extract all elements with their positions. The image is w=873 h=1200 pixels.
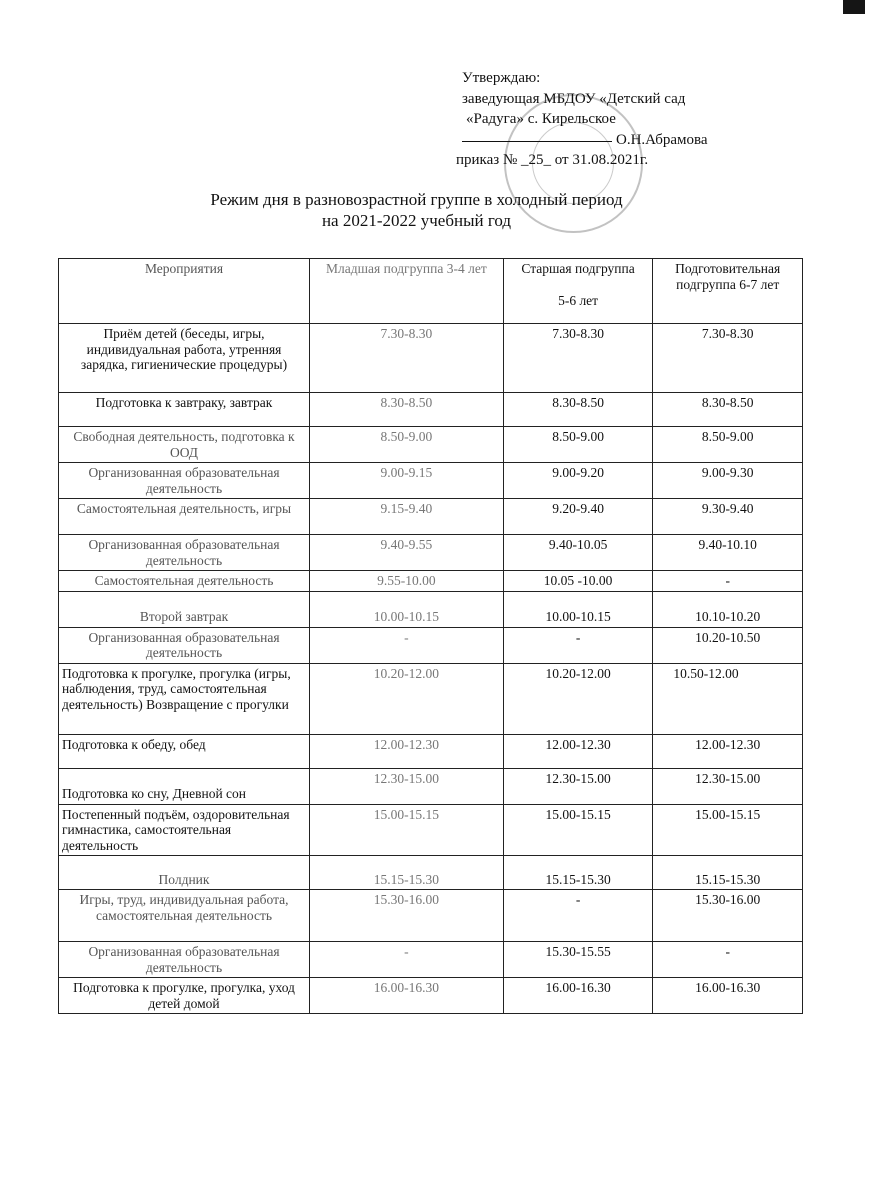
cell-junior: 10.00-10.15: [310, 591, 504, 627]
table-row: [59, 499, 803, 535]
approval-block: [456, 68, 708, 171]
cell-activity: Подготовка ко сну, Дневной сон: [59, 768, 310, 804]
order-line: приказ № _25_ от 31.08.2021г.: [456, 152, 649, 168]
table-row: [59, 591, 803, 627]
table-header-row: [59, 259, 803, 324]
cell-activity: Свободная деятельность, подготовка к ООД: [59, 427, 310, 463]
cell-prep: 15.30-16.00: [653, 890, 803, 942]
cell-activity: Приём детей (беседы, игры, индивидуальная работа, утренняя зарядка, гигиенические процедуры): [59, 324, 310, 393]
cell-junior: 9.00-9.15: [310, 463, 504, 499]
cell-prep: 10.20-10.50: [653, 627, 803, 663]
cell-junior: 10.20-12.00: [310, 663, 504, 734]
cell-senior: 10.20-12.00: [503, 663, 653, 734]
header-activity: Мероприятия: [59, 259, 310, 324]
table-row: [59, 393, 803, 427]
cell-senior: 16.00-16.30: [503, 978, 653, 1014]
cell-prep: 9.00-9.30: [653, 463, 803, 499]
cell-prep: 12.30-15.00: [653, 768, 803, 804]
document-subtitle: на 2021-2022 учебный год: [321, 211, 512, 230]
table-row: [59, 978, 803, 1014]
cell-activity: Организованная образовательная деятельность: [59, 627, 310, 663]
table-row: [59, 856, 803, 890]
table-row: [59, 804, 803, 856]
cell-junior: 8.30-8.50: [310, 393, 504, 427]
cell-activity: Постепенный подъём, оздоровительная гимнастика, самостоятельная деятельность: [59, 804, 310, 856]
table-row: [59, 768, 803, 804]
cell-senior: 10.00-10.15: [503, 591, 653, 627]
cell-prep: 15.15-15.30: [653, 856, 803, 890]
cell-senior: 9.40-10.05: [503, 535, 653, 571]
cell-prep: -: [653, 571, 803, 592]
table-row: [59, 324, 803, 393]
cell-senior: 7.30-8.30: [503, 324, 653, 393]
cell-junior: 8.50-9.00: [310, 427, 504, 463]
table-row: [59, 663, 803, 734]
cell-senior: -: [503, 890, 653, 942]
table-row: [59, 535, 803, 571]
cell-activity: Второй завтрак: [59, 591, 310, 627]
cell-senior: 12.00-12.30: [503, 734, 653, 768]
approval-line-1: Утверждаю:: [462, 70, 541, 86]
cell-junior: 15.00-15.15: [310, 804, 504, 856]
header-junior: Младшая подгруппа 3-4 лет: [310, 259, 504, 324]
cell-senior: 9.20-9.40: [503, 499, 653, 535]
cell-activity: Подготовка к завтраку, завтрак: [59, 393, 310, 427]
table-row: [59, 890, 803, 942]
cell-junior: 9.55-10.00: [310, 571, 504, 592]
table-row: [59, 427, 803, 463]
approval-line-3: «Радуга» с. Кирельское: [466, 111, 616, 127]
cell-senior: -: [503, 627, 653, 663]
cell-prep: 10.10-10.20: [653, 591, 803, 627]
cell-activity: Полдник: [59, 856, 310, 890]
signer-name: О.Н.Абрамова: [616, 131, 708, 148]
cell-activity: Подготовка к прогулке, прогулка (игры, наблюдения, труд, самостоятельная деятельность) Возвращение с прогулки: [59, 663, 310, 734]
cell-junior: -: [310, 627, 504, 663]
cell-activity: Подготовка к обеду, обед: [59, 734, 310, 768]
header-prep: Подготовительная подгруппа 6-7 лет: [653, 259, 803, 324]
approval-line-2: заведующая МБДОУ «Детский сад: [462, 90, 686, 107]
scan-corner-mark: [843, 0, 865, 14]
table-row: [59, 463, 803, 499]
table-row: [59, 627, 803, 663]
cell-senior: 12.30-15.00: [503, 768, 653, 804]
cell-prep: -: [653, 942, 803, 978]
header-senior-title: Старшая подгруппа: [521, 261, 635, 276]
cell-junior: 9.40-9.55: [310, 535, 504, 571]
cell-junior: 12.30-15.00: [310, 768, 504, 804]
cell-prep: 8.50-9.00: [653, 427, 803, 463]
cell-prep: 16.00-16.30: [653, 978, 803, 1014]
cell-activity: Организованная образовательная деятельность: [59, 463, 310, 499]
cell-prep: 7.30-8.30: [653, 324, 803, 393]
cell-prep: 10.50-12.00: [653, 663, 803, 734]
table-row: [59, 734, 803, 768]
cell-prep: 9.30-9.40: [653, 499, 803, 535]
cell-senior: 10.05 -10.00: [503, 571, 653, 592]
cell-senior: 15.30-15.55: [503, 942, 653, 978]
cell-activity: Подготовка к прогулке, прогулка, уход детей домой: [59, 978, 310, 1014]
document-title: Режим дня в разновозрастной группе в холодный период: [210, 190, 623, 209]
cell-senior: 15.15-15.30: [503, 856, 653, 890]
header-senior-age: 5-6 лет: [558, 292, 599, 308]
cell-activity: Организованная образовательная деятельность: [59, 942, 310, 978]
cell-senior: 8.50-9.00: [503, 427, 653, 463]
cell-activity: Самостоятельная деятельность: [59, 571, 310, 592]
header-senior: [503, 259, 653, 324]
cell-prep: 9.40-10.10: [653, 535, 803, 571]
cell-prep: 8.30-8.50: [653, 393, 803, 427]
cell-junior: -: [310, 942, 504, 978]
cell-activity: Самостоятельная деятельность, игры: [59, 499, 310, 535]
cell-senior: 9.00-9.20: [503, 463, 653, 499]
table-row: [59, 942, 803, 978]
cell-senior: 15.00-15.15: [503, 804, 653, 856]
cell-junior: 16.00-16.30: [310, 978, 504, 1014]
cell-prep: 12.00-12.30: [653, 734, 803, 768]
schedule-table: [58, 258, 803, 1014]
cell-junior: 15.15-15.30: [310, 856, 504, 890]
cell-junior: 12.00-12.30: [310, 734, 504, 768]
table-row: [59, 571, 803, 592]
cell-activity: Игры, труд, индивидуальная работа, самостоятельная деятельность: [59, 890, 310, 942]
cell-junior: 15.30-16.00: [310, 890, 504, 942]
cell-senior: 8.30-8.50: [503, 393, 653, 427]
cell-junior: 7.30-8.30: [310, 324, 504, 393]
cell-junior: 9.15-9.40: [310, 499, 504, 535]
signature-line: [462, 130, 708, 151]
cell-prep: 15.00-15.15: [653, 804, 803, 856]
cell-activity: Организованная образовательная деятельность: [59, 535, 310, 571]
